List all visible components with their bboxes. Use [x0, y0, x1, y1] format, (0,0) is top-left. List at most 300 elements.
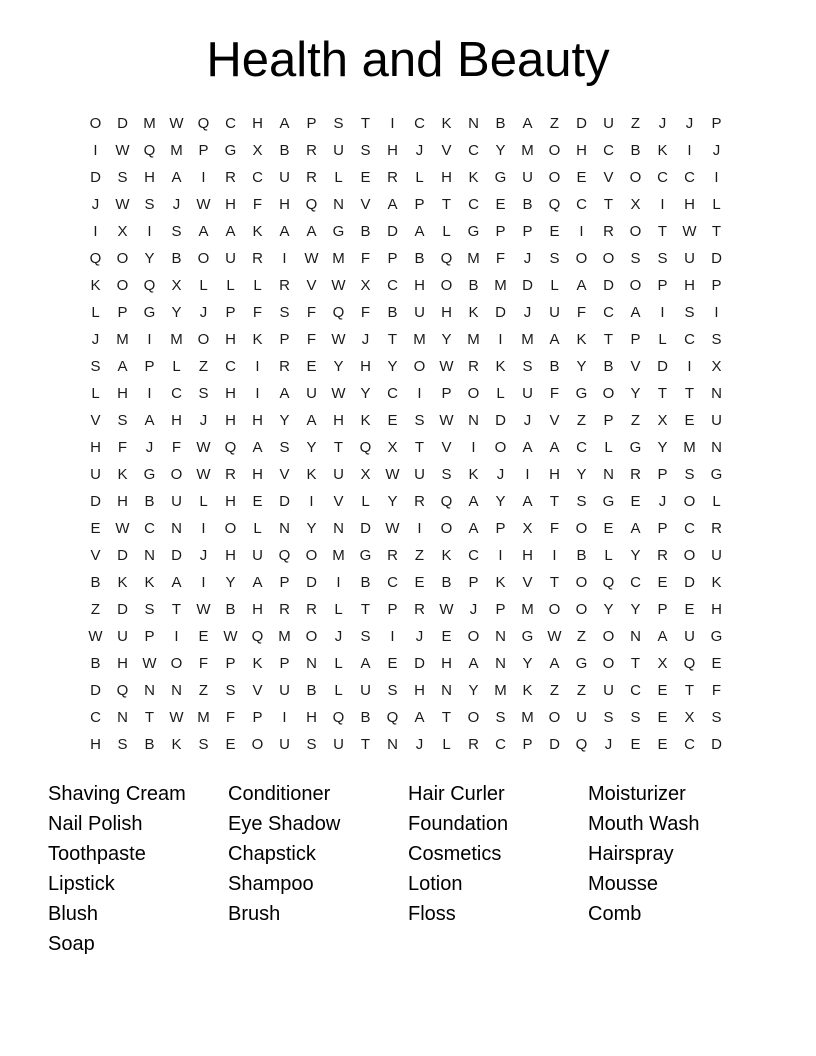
- word-list-item: Brush: [228, 903, 281, 925]
- grid-cell: V: [306, 277, 317, 294]
- grid-cell: H: [684, 196, 695, 213]
- grid-cell: Y: [495, 142, 506, 159]
- grid-cell: J: [469, 601, 478, 618]
- grid-cell: G: [710, 628, 723, 645]
- grid-cell: H: [225, 385, 236, 402]
- grid-cell: S: [711, 331, 722, 348]
- grid-cell: M: [116, 331, 129, 348]
- grid-cell: F: [495, 250, 506, 267]
- grid-cell: Q: [278, 547, 291, 564]
- grid-cell: T: [387, 331, 398, 348]
- grid-cell: N: [495, 655, 506, 672]
- grid-cell: W: [439, 358, 454, 375]
- grid-cell: C: [684, 736, 695, 753]
- grid-cell: Q: [386, 709, 399, 726]
- grid-cell: I: [660, 304, 665, 321]
- grid-cell: L: [334, 682, 343, 699]
- grid-cell: U: [549, 304, 560, 321]
- grid-cell: B: [171, 250, 182, 267]
- grid-cell: B: [414, 250, 425, 267]
- grid-cell: O: [467, 385, 480, 402]
- word-list-item: Mousse: [588, 873, 659, 895]
- grid-cell: X: [522, 520, 533, 537]
- grid-cell: H: [387, 142, 398, 159]
- grid-cell: C: [225, 115, 236, 132]
- grid-cell: L: [253, 520, 262, 537]
- grid-cell: A: [522, 115, 533, 132]
- grid-cell: A: [576, 277, 587, 294]
- grid-cell: Y: [171, 304, 182, 321]
- grid-cell: N: [468, 115, 479, 132]
- grid-cell: I: [309, 493, 314, 510]
- grid-cell: I: [282, 709, 287, 726]
- grid-cell: J: [199, 412, 208, 429]
- grid-cell: Y: [441, 331, 452, 348]
- grid-cell: U: [306, 385, 317, 402]
- grid-cell: L: [496, 385, 505, 402]
- grid-cell: D: [117, 115, 128, 132]
- grid-cell: K: [252, 655, 263, 672]
- grid-cell: H: [117, 385, 128, 402]
- grid-cell: F: [252, 304, 263, 321]
- word-list-item: Blush: [48, 903, 99, 925]
- word-list-column: [228, 779, 408, 959]
- grid-cell: F: [576, 304, 587, 321]
- grid-cell: E: [603, 520, 614, 537]
- grid-cell: E: [684, 412, 695, 429]
- grid-cell: J: [415, 736, 424, 753]
- grid-cell: Z: [576, 682, 587, 699]
- grid-cell: Y: [468, 682, 479, 699]
- grid-cell: H: [117, 493, 128, 510]
- grid-cell: S: [360, 628, 371, 645]
- grid-cell: X: [630, 196, 641, 213]
- grid-cell: A: [522, 439, 533, 456]
- grid-cell: P: [603, 412, 614, 429]
- grid-cell: O: [602, 628, 615, 645]
- grid-cell: I: [390, 115, 395, 132]
- grid-cell: H: [252, 412, 263, 429]
- grid-cell: L: [550, 277, 559, 294]
- grid-cell: O: [683, 547, 696, 564]
- grid-cell: P: [522, 736, 533, 753]
- grid-cell: K: [117, 466, 128, 483]
- grid-cell: L: [415, 169, 424, 186]
- grid-cell: Y: [306, 520, 317, 537]
- grid-cell: P: [468, 574, 479, 591]
- grid-cell: A: [414, 223, 425, 240]
- grid-cell: S: [225, 682, 236, 699]
- grid-cell: L: [658, 331, 667, 348]
- grid-cell: D: [684, 574, 695, 591]
- grid-cell: P: [522, 223, 533, 240]
- grid-cell: S: [117, 169, 128, 186]
- grid-cell: C: [630, 574, 641, 591]
- grid-cell: Y: [225, 574, 236, 591]
- grid-cell: H: [252, 115, 263, 132]
- word-list-item: Hair Curler: [408, 783, 505, 805]
- grid-cell: P: [414, 196, 425, 213]
- grid-cell: D: [522, 277, 533, 294]
- grid-cell: C: [684, 520, 695, 537]
- grid-cell: V: [90, 412, 101, 429]
- grid-cell: Q: [332, 709, 345, 726]
- grid-cell: T: [603, 196, 614, 213]
- grid-cell: H: [279, 196, 290, 213]
- grid-cell: B: [387, 304, 398, 321]
- grid-cell: I: [255, 385, 260, 402]
- grid-cell: X: [252, 142, 263, 159]
- grid-cell: F: [711, 682, 722, 699]
- grid-cell: M: [413, 331, 426, 348]
- grid-cell: F: [198, 655, 209, 672]
- grid-cell: O: [575, 574, 588, 591]
- grid-cell: D: [711, 250, 722, 267]
- grid-cell: V: [252, 682, 263, 699]
- word-list-item: Conditioner: [228, 783, 331, 805]
- grid-cell: I: [471, 439, 476, 456]
- grid-cell: B: [225, 601, 236, 618]
- grid-cell: I: [714, 304, 719, 321]
- grid-cell: W: [331, 331, 346, 348]
- grid-cell: A: [360, 655, 371, 672]
- grid-cell: K: [468, 169, 479, 186]
- grid-cell: Y: [279, 412, 290, 429]
- grid-cell: E: [711, 655, 722, 672]
- grid-cell: K: [252, 223, 263, 240]
- grid-cell: T: [441, 709, 452, 726]
- grid-cell: F: [360, 250, 371, 267]
- grid-cell: W: [115, 520, 130, 537]
- grid-cell: N: [333, 520, 344, 537]
- grid-cell: E: [657, 709, 668, 726]
- grid-cell: Q: [332, 304, 345, 321]
- grid-cell: S: [144, 601, 155, 618]
- grid-cell: I: [498, 547, 503, 564]
- grid-cell: D: [90, 169, 101, 186]
- grid-cell: I: [660, 196, 665, 213]
- grid-cell: W: [385, 466, 400, 483]
- grid-cell: Y: [387, 493, 398, 510]
- grid-cell: E: [306, 358, 317, 375]
- grid-cell: H: [441, 655, 452, 672]
- grid-cell: S: [684, 466, 695, 483]
- grid-cell: J: [523, 412, 532, 429]
- grid-cell: J: [91, 331, 100, 348]
- word-list-item: Soap: [48, 933, 95, 955]
- grid-cell: I: [390, 628, 395, 645]
- grid-cell: S: [414, 412, 425, 429]
- puzzle-title: Health and Beauty: [206, 33, 610, 87]
- grid-cell: P: [117, 304, 128, 321]
- grid-cell: K: [711, 574, 722, 591]
- grid-cell: I: [417, 385, 422, 402]
- grid-cell: U: [711, 547, 722, 564]
- grid-cell: O: [548, 601, 561, 618]
- grid-cell: J: [415, 142, 424, 159]
- grid-cell: C: [468, 547, 479, 564]
- grid-cell: W: [682, 223, 697, 240]
- word-list-item: Lotion: [408, 873, 463, 895]
- grid-cell: F: [306, 304, 317, 321]
- grid-cell: M: [170, 331, 183, 348]
- grid-cell: M: [494, 682, 507, 699]
- grid-cell: R: [414, 493, 425, 510]
- grid-cell: W: [331, 385, 346, 402]
- grid-cell: S: [90, 358, 101, 375]
- grid-cell: H: [90, 439, 101, 456]
- grid-cell: J: [199, 304, 208, 321]
- grid-cell: N: [711, 385, 722, 402]
- grid-cell: Y: [522, 655, 533, 672]
- grid-cell: K: [360, 412, 371, 429]
- grid-cell: G: [602, 493, 615, 510]
- grid-cell: D: [360, 520, 371, 537]
- grid-cell: C: [252, 169, 263, 186]
- grid-cell: O: [575, 250, 588, 267]
- grid-cell: J: [145, 439, 154, 456]
- grid-cell: S: [549, 250, 560, 267]
- grid-cell: Y: [360, 385, 371, 402]
- grid-cell: P: [225, 304, 236, 321]
- grid-cell: O: [467, 628, 480, 645]
- word-list-item: Shaving Cream: [48, 783, 186, 805]
- grid-cell: B: [522, 196, 533, 213]
- grid-cell: A: [522, 493, 533, 510]
- grid-cell: S: [333, 115, 344, 132]
- grid-cell: L: [91, 304, 100, 321]
- grid-cell: F: [549, 385, 560, 402]
- grid-cell: A: [468, 493, 479, 510]
- grid-cell: M: [143, 115, 156, 132]
- grid-cell: M: [521, 331, 534, 348]
- grid-cell: C: [144, 520, 155, 537]
- grid-cell: S: [657, 250, 668, 267]
- grid-cell: D: [495, 412, 506, 429]
- grid-cell: V: [522, 574, 533, 591]
- grid-cell: P: [495, 520, 506, 537]
- grid-cell: U: [711, 412, 722, 429]
- grid-cell: E: [414, 574, 425, 591]
- grid-cell: F: [225, 709, 236, 726]
- grid-cell: Z: [576, 628, 587, 645]
- grid-cell: K: [495, 358, 506, 375]
- grid-cell: S: [630, 709, 641, 726]
- grid-cell: O: [548, 142, 561, 159]
- grid-cell: I: [147, 385, 152, 402]
- grid-cell: G: [143, 304, 156, 321]
- grid-cell: P: [279, 574, 290, 591]
- grid-cell: S: [441, 466, 452, 483]
- grid-cell: K: [306, 466, 317, 483]
- grid-cell: Z: [576, 412, 587, 429]
- grid-cell: O: [440, 520, 453, 537]
- grid-cell: A: [252, 574, 263, 591]
- grid-cell: T: [684, 385, 695, 402]
- grid-cell: U: [117, 628, 128, 645]
- grid-cell: X: [117, 223, 128, 240]
- grid-cell: I: [336, 574, 341, 591]
- grid-cell: F: [252, 196, 263, 213]
- grid-cell: T: [630, 655, 641, 672]
- word-list-column: [588, 779, 768, 959]
- grid-cell: A: [630, 304, 641, 321]
- grid-cell: T: [360, 736, 371, 753]
- grid-cell: D: [279, 493, 290, 510]
- grid-cell: H: [360, 358, 371, 375]
- grid-cell: L: [442, 736, 451, 753]
- grid-cell: A: [279, 385, 290, 402]
- grid-cell: C: [225, 358, 236, 375]
- grid-cell: K: [90, 277, 101, 294]
- grid-cell: K: [468, 304, 479, 321]
- grid-cell: D: [414, 655, 425, 672]
- grid-cell: W: [385, 520, 400, 537]
- grid-cell: E: [441, 628, 452, 645]
- grid-cell: P: [279, 331, 290, 348]
- grid-cell: C: [495, 736, 506, 753]
- grid-cell: Y: [576, 358, 587, 375]
- grid-cell: M: [197, 709, 210, 726]
- grid-cell: L: [199, 277, 208, 294]
- grid-cell: O: [629, 277, 642, 294]
- grid-cell: S: [117, 736, 128, 753]
- grid-cell: U: [414, 466, 425, 483]
- grid-cell: V: [630, 358, 641, 375]
- grid-cell: C: [576, 439, 587, 456]
- grid-cell: P: [711, 277, 722, 294]
- grid-cell: E: [252, 493, 263, 510]
- grid-cell: E: [630, 493, 641, 510]
- grid-cell: Q: [440, 493, 453, 510]
- grid-cell: W: [115, 142, 130, 159]
- grid-cell: A: [387, 196, 398, 213]
- grid-cell: C: [603, 304, 614, 321]
- grid-cell: D: [387, 223, 398, 240]
- grid-cell: U: [414, 304, 425, 321]
- grid-cell: A: [171, 574, 182, 591]
- grid-cell: R: [468, 736, 479, 753]
- grid-cell: D: [306, 574, 317, 591]
- grid-cell: D: [117, 601, 128, 618]
- grid-cell: W: [196, 466, 211, 483]
- grid-cell: I: [552, 547, 557, 564]
- grid-cell: J: [523, 250, 532, 267]
- grid-cell: O: [305, 628, 318, 645]
- grid-cell: G: [494, 169, 507, 186]
- grid-cell: O: [197, 250, 210, 267]
- grid-cell: V: [333, 493, 344, 510]
- grid-cell: R: [306, 601, 317, 618]
- grid-cell: O: [440, 277, 453, 294]
- grid-cell: J: [361, 331, 370, 348]
- grid-cell: O: [197, 331, 210, 348]
- grid-cell: G: [575, 385, 588, 402]
- grid-cell: R: [225, 466, 236, 483]
- grid-cell: S: [576, 493, 587, 510]
- grid-cell: C: [684, 331, 695, 348]
- grid-cell: U: [576, 709, 587, 726]
- grid-cell: Q: [683, 655, 696, 672]
- grid-cell: E: [549, 223, 560, 240]
- grid-cell: P: [657, 466, 668, 483]
- grid-cell: T: [360, 601, 371, 618]
- grid-cell: M: [521, 601, 534, 618]
- grid-cell: E: [495, 196, 506, 213]
- grid-cell: X: [684, 709, 695, 726]
- grid-cell: Y: [630, 385, 641, 402]
- word-list-item: Moisturizer: [588, 783, 686, 805]
- grid-cell: A: [171, 169, 182, 186]
- word-list-item: Chapstick: [228, 843, 316, 865]
- grid-cell: F: [117, 439, 128, 456]
- grid-cell: D: [117, 547, 128, 564]
- grid-cell: U: [333, 142, 344, 159]
- grid-cell: S: [684, 304, 695, 321]
- grid-cell: M: [683, 439, 696, 456]
- grid-cell: T: [657, 223, 668, 240]
- grid-cell: P: [225, 655, 236, 672]
- grid-cell: Y: [576, 466, 587, 483]
- grid-cell: R: [279, 601, 290, 618]
- grid-cell: H: [522, 547, 533, 564]
- grid-cell: W: [547, 628, 562, 645]
- grid-cell: N: [495, 628, 506, 645]
- grid-cell: U: [360, 682, 371, 699]
- grid-cell: A: [306, 223, 317, 240]
- grid-cell: U: [279, 682, 290, 699]
- grid-cell: C: [387, 385, 398, 402]
- grid-cell: Q: [197, 115, 210, 132]
- grid-cell: P: [279, 655, 290, 672]
- grid-cell: S: [306, 736, 317, 753]
- grid-cell: O: [548, 709, 561, 726]
- grid-cell: D: [657, 358, 668, 375]
- grid-cell: H: [441, 304, 452, 321]
- grid-cell: L: [712, 196, 721, 213]
- grid-cell: G: [332, 223, 345, 240]
- grid-cell: O: [413, 358, 426, 375]
- grid-cell: R: [414, 601, 425, 618]
- grid-cell: N: [441, 682, 452, 699]
- grid-cell: I: [714, 169, 719, 186]
- grid-cell: R: [603, 223, 614, 240]
- grid-cell: A: [630, 520, 641, 537]
- word-list-item: Lipstick: [48, 873, 115, 895]
- grid-cell: I: [93, 142, 98, 159]
- grid-cell: C: [90, 709, 101, 726]
- grid-cell: B: [360, 574, 371, 591]
- grid-cell: T: [441, 196, 452, 213]
- grid-cell: X: [711, 358, 722, 375]
- grid-cell: O: [602, 655, 615, 672]
- grid-cell: A: [279, 115, 290, 132]
- grid-cell: S: [630, 250, 641, 267]
- grid-cell: U: [279, 169, 290, 186]
- grid-cell: R: [630, 466, 641, 483]
- grid-cell: T: [711, 223, 722, 240]
- grid-cell: P: [144, 358, 155, 375]
- grid-cell: H: [684, 277, 695, 294]
- grid-cell: B: [360, 223, 371, 240]
- grid-cell: Z: [414, 547, 425, 564]
- grid-cell: G: [521, 628, 534, 645]
- grid-cell: S: [171, 223, 182, 240]
- grid-cell: L: [361, 493, 370, 510]
- grid-cell: R: [279, 277, 290, 294]
- grid-cell: U: [333, 466, 344, 483]
- grid-cell: O: [116, 250, 129, 267]
